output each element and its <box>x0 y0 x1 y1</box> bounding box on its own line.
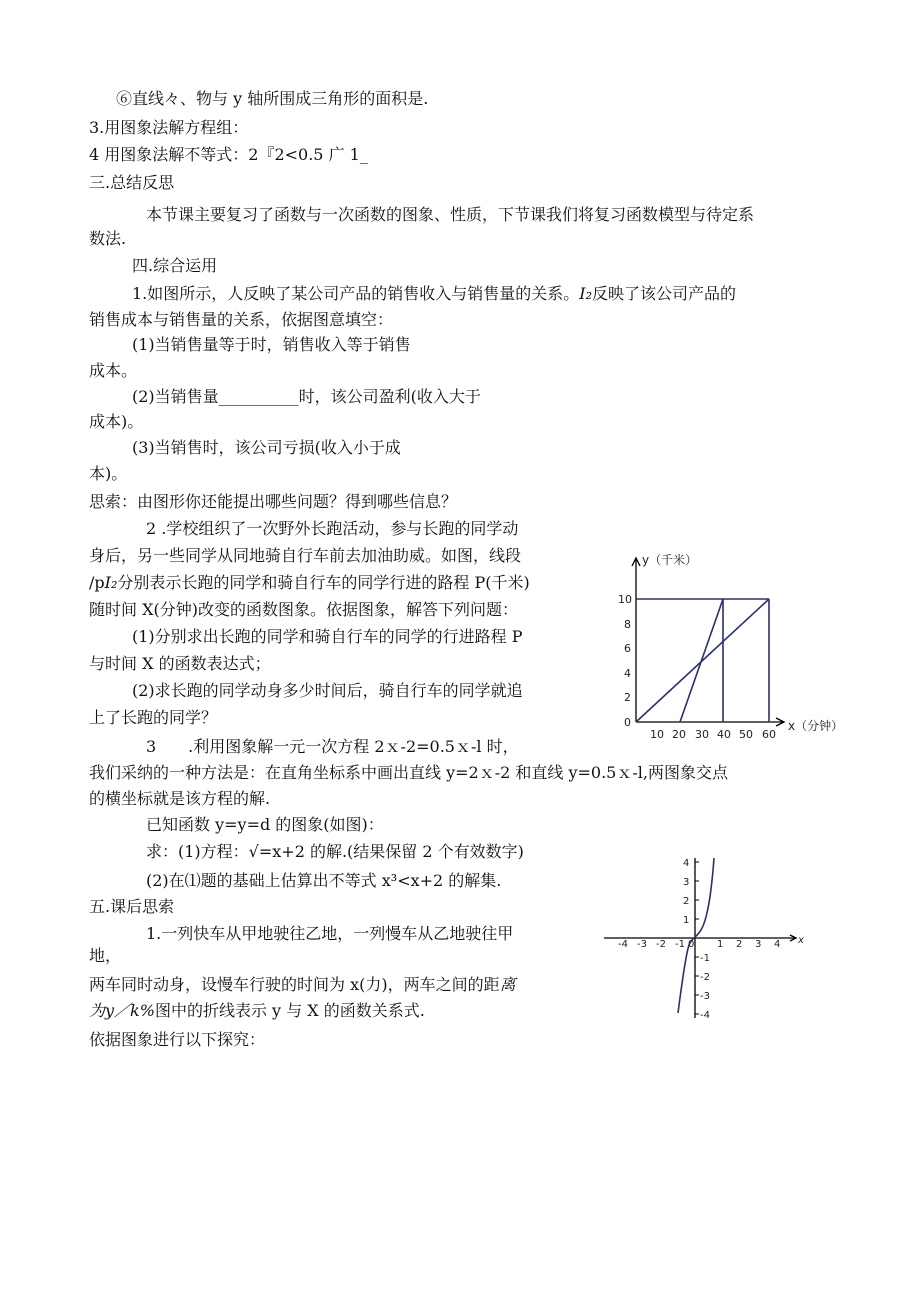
after-1-text-b: 离 <box>499 975 516 994</box>
y-tick: 2 <box>683 896 690 907</box>
x-tick: -1 <box>675 939 685 950</box>
line-after-1: 1.一列快车从甲地驶往乙地，一列慢车从乙地驶往甲 <box>146 924 514 943</box>
x-tick: 20 <box>672 728 686 741</box>
x-tick: -4 <box>618 939 628 950</box>
problem-2-symbol-a: /p <box>89 573 105 592</box>
x-tick: 1 <box>717 939 724 950</box>
problem-1-text-b: 反映了该公司产品的 <box>592 284 737 303</box>
line-problem-1 <box>132 284 736 304</box>
line-p2-part1: (1)分别求出长跑的同学和骑自行车的同学的行进路程 P <box>132 627 523 646</box>
y-tick: -3 <box>700 991 710 1002</box>
x-tick-labels <box>618 935 804 950</box>
cubic-svg <box>598 850 810 1022</box>
x-tick: -3 <box>637 939 647 950</box>
heading-comprehensive: 四.综合运用 <box>132 256 218 275</box>
line-p2-part2: (2)求长跑的同学动身多少时间后，骑自行车的同学就追 <box>132 681 523 700</box>
problem-2-text-c: 分别表示长跑的同学和骑自行车的同学行进的路程 P(千米) <box>117 573 530 592</box>
line-problem-3: 3 .利用图象解一元一次方程 2ｘ-2=0.5ｘ-l 时， <box>146 737 519 756</box>
x-tick: -2 <box>656 939 666 950</box>
problem-2-symbol-b: I₂ <box>104 573 118 592</box>
y-tick: 8 <box>624 618 631 631</box>
x-tick: 2 <box>736 939 743 950</box>
y-axis-label: y（千米） <box>642 553 698 567</box>
line-p1-part2-cont: 成本)。 <box>89 412 144 431</box>
x-axis-label: x（分钟） <box>788 719 844 733</box>
line-after-1-c <box>89 975 516 995</box>
line-p1-part1-cont: 成本。 <box>89 361 138 380</box>
line-p2-part1-cont: 与时间 X 的函数表达式； <box>89 654 271 673</box>
heading-summary: 三.总结反思 <box>89 173 175 192</box>
x-tick: 60 <box>762 728 776 741</box>
line-summary-2: 数法. <box>89 229 127 248</box>
line-problem-2: 2 .学校组织了一次野外长跑活动，参与长跑的同学动 <box>146 519 519 538</box>
after-1-text-d: 图中的折线表示 y 与 X 的函数关系式. <box>154 1001 425 1020</box>
p1-part2-text-a: (2)当销售量 <box>132 387 219 406</box>
line-p1-part1: (1)当销售量等于时，销售收入等于销售 <box>132 335 411 354</box>
line-p2-part2-cont: 上了长跑的同学？ <box>89 708 218 727</box>
line-triangle-area: ⑥直线々、物与 y 轴所围成三角形的面积是. <box>116 89 429 108</box>
origin-label: 0 <box>624 716 631 729</box>
p1-part2-blank: __________ <box>218 387 299 406</box>
line-after-1-d <box>89 1001 425 1021</box>
y-tick: 4 <box>624 667 631 680</box>
p1-part2-text-b: 时，该公司盈利(收入大于 <box>298 387 481 406</box>
y-tick: 4 <box>683 858 690 869</box>
x-tick: 10 <box>650 728 664 741</box>
y-tick: 3 <box>683 877 690 888</box>
line-problem-1-cont: 销售成本与销售量的关系，依据图意填空： <box>89 310 394 329</box>
y-tick-labels <box>618 593 632 704</box>
distance-time-svg <box>612 540 852 745</box>
figure-distance-time <box>612 540 852 745</box>
line-problem-2-c <box>89 573 530 593</box>
line-explore: 依据图象进行以下探究： <box>89 1030 266 1049</box>
line-summary-1: 本节课主要复习了函数与一次函数的图象、性质，下节课我们将复习函数模型与待定系 <box>146 205 755 224</box>
y-tick: -2 <box>700 972 710 983</box>
x-tick: 3 <box>755 939 762 950</box>
line-q4-inequality: 4 用图象法解不等式：2『2<0.5 广 1_ <box>89 145 368 164</box>
x-tick: 4 <box>774 939 781 950</box>
line-problem-3-b: 我们采纳的一种方法是：在直角坐标系中画出直线 y=2ｘ-2 和直线 y=0.5ｘ-l,两图象交点 <box>89 763 728 782</box>
line-p1-part3: (3)当销售时，该公司亏损(收入小于成 <box>132 438 401 457</box>
x-tick: 50 <box>739 728 753 741</box>
x-tick-labels <box>650 728 776 741</box>
y-tick: 2 <box>624 691 631 704</box>
problem-1-symbol: I₂ <box>579 284 593 303</box>
y-tick: -1 <box>700 953 710 964</box>
after-1-symbol: y／k% <box>105 1001 155 1020</box>
y-tick: 1 <box>683 915 690 926</box>
line-problem-3-c: 的横坐标就是该方程的解. <box>89 789 271 808</box>
x-tick: 30 <box>695 728 709 741</box>
figure-cubic <box>598 850 810 1022</box>
line-problem-2-d: 随时间 X(分钟)改变的函数图象。依据图象，解答下列问题： <box>89 600 518 619</box>
after-1-text-a: 两车同时动身，设慢车行驶的时间为 x(力)，两车之间的距 <box>89 975 500 994</box>
heading-after-class: 五.课后思索 <box>89 897 175 916</box>
line-p3-part1: 求：(1)方程：√=x+2 的解.(结果保留 2 个有效数字) <box>146 842 524 861</box>
problem-1-text-a: 1.如图所示，人反映了某公司产品的销售收入与销售量的关系。 <box>132 284 580 303</box>
x-tick: 0 <box>688 939 695 950</box>
line-p3-part2: (2)在⑴题的基础上估算出不等式 x³<x+2 的解集. <box>146 871 502 890</box>
line-problem-3-d: 已知函数 y=y=d 的图象(如图)： <box>146 815 384 834</box>
line-p1-part3-cont: 本)。 <box>89 464 128 483</box>
x-axis-label: x <box>798 935 804 946</box>
line-problem-2-b: 身后，另一些同学从同地骑自行车前去加油助威。如图，线段 <box>89 546 522 565</box>
line-p1-part2 <box>132 387 481 407</box>
line-q3-equation-system: 3.用图象法解方程组： <box>89 118 249 137</box>
line-think: 思索：由图形你还能提出哪些问题？得到哪些信息？ <box>89 492 458 511</box>
cyclist-line <box>680 599 723 722</box>
y-tick: 10 <box>618 593 632 606</box>
y-tick: 6 <box>624 642 631 655</box>
x-tick: 40 <box>717 728 731 741</box>
line-after-1-b: 地， <box>89 946 122 965</box>
runner-line <box>636 599 769 722</box>
y-tick: -4 <box>700 1010 710 1021</box>
after-1-text-c: 为 <box>89 1001 106 1020</box>
